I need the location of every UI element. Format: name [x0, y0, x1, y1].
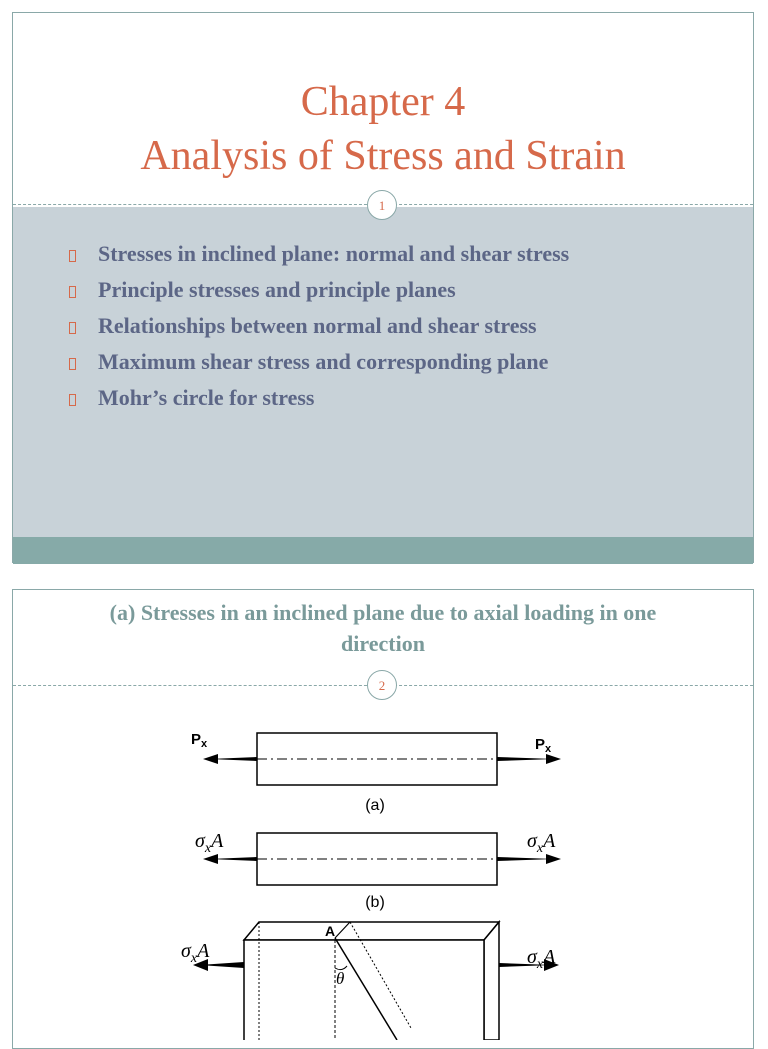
slide-2-title [13, 597, 753, 659]
list-item-text: Principle stresses and principle planes [98, 277, 456, 302]
theta-label: θ [336, 969, 345, 988]
stress-label-right: $\sigma_xA$ [527, 830, 556, 856]
list-item-text: Maximum shear stress and corresponding plane [98, 349, 549, 374]
force-label-left: $P_x$ [191, 731, 208, 750]
bullet-icon [69, 358, 76, 370]
list-item-text: Relationships between normal and shear stress [98, 313, 537, 338]
chapter-label: Chapter 4 [300, 79, 466, 125]
caption-b: (b) [365, 894, 385, 911]
list-item-text: Stresses in inclined plane: normal and shear stress [98, 241, 570, 266]
slide-2-title-line-1: (a) Stresses in an inclined plane due to axial loading in one [109, 600, 657, 625]
slide-2 [12, 589, 754, 1049]
bullet-icon [69, 322, 76, 334]
axial-loading-figure [13, 710, 755, 1040]
stress-label-right-c: $\sigma_xA$ [527, 946, 556, 972]
bar-b [195, 830, 561, 911]
slide-1-title [13, 75, 753, 183]
page-number-badge: 1 [367, 190, 397, 220]
bullet-icon [69, 394, 76, 406]
list-item [69, 384, 569, 420]
list-item-text: Mohr’s circle for stress [98, 385, 315, 410]
point-a-label: A [325, 923, 336, 939]
list-item [69, 276, 569, 312]
bullet-icon [69, 286, 76, 298]
caption-a: (a) [365, 797, 385, 814]
topic-list [69, 240, 569, 420]
page-number-badge: 2 [367, 670, 397, 700]
bar-a [191, 731, 561, 814]
slide-2-title-line-2: direction [341, 631, 425, 656]
stress-label-left-c: $\sigma_xA$ [181, 940, 210, 966]
slide-1 [12, 12, 754, 563]
list-item [69, 348, 569, 384]
bullet-panel [13, 207, 753, 537]
bar-c [181, 922, 559, 1040]
stress-label-left: $\sigma_xA$ [195, 830, 224, 856]
list-item [69, 240, 569, 276]
slide-1-footer-band [13, 537, 753, 564]
list-item [69, 312, 569, 348]
bullet-icon [69, 250, 76, 262]
chapter-title: Analysis of Stress and Strain [140, 133, 626, 179]
force-label-right: $P_x$ [535, 736, 552, 755]
